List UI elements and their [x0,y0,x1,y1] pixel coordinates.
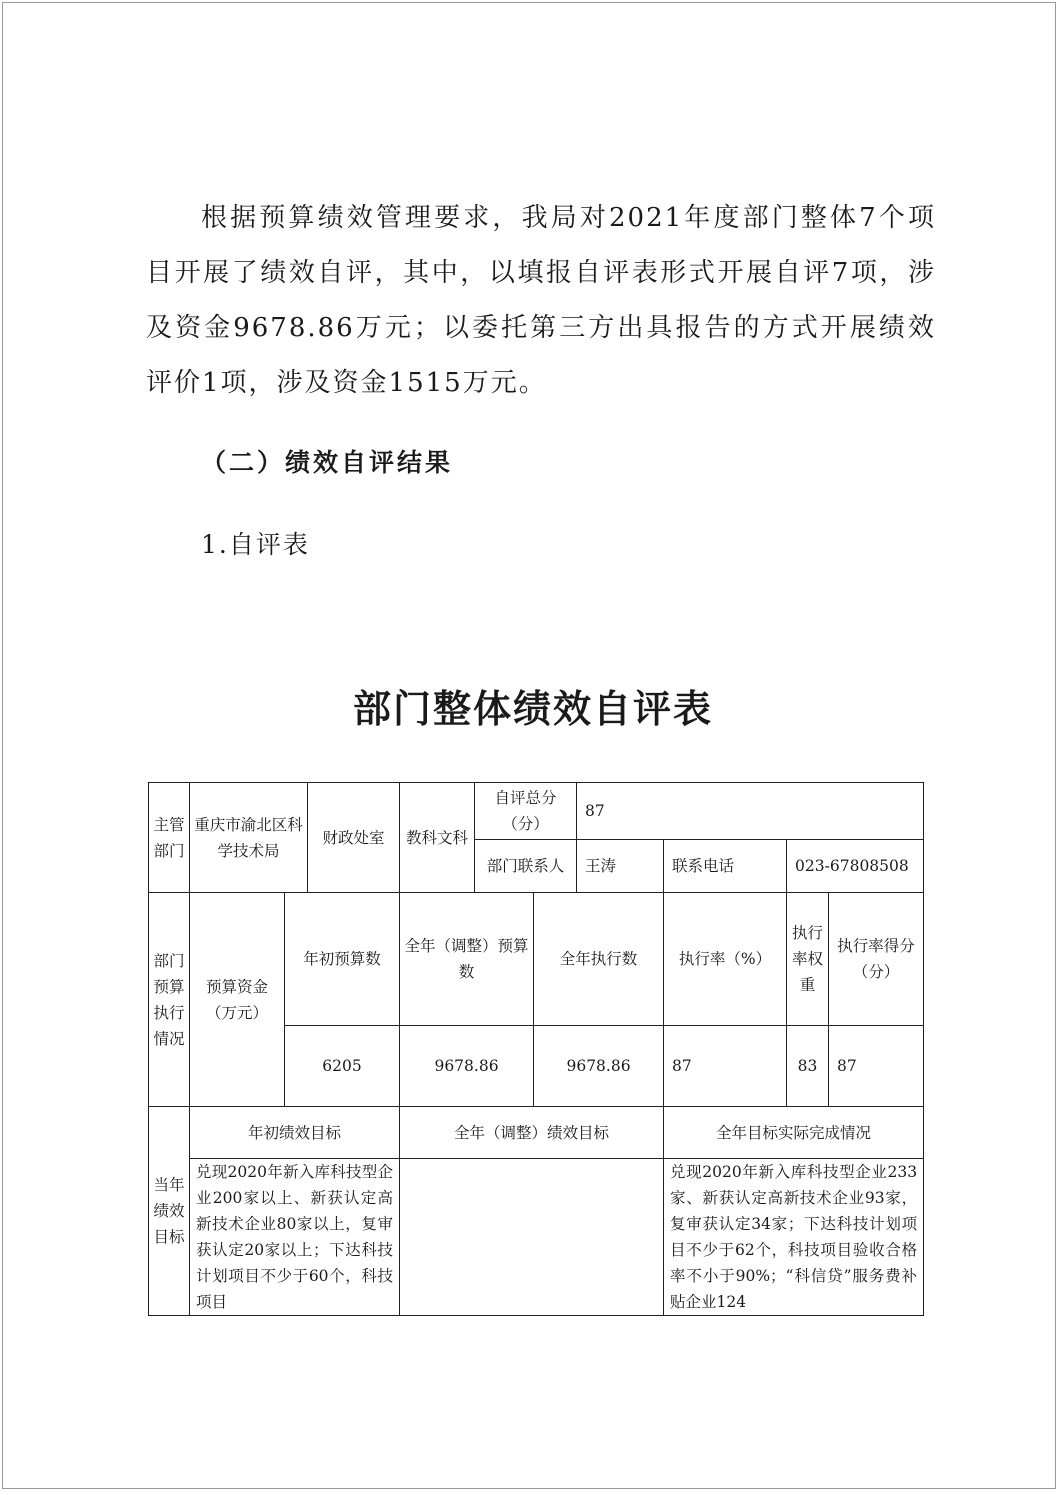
phone-cell: 023-67808508 [787,840,924,893]
document-page [2,2,1056,1489]
office-label-cell: 财政处室 [308,783,400,893]
section-heading: （二）绩效自评结果 [201,448,454,477]
budget-section-label-cell: 部门预算执行情况 [149,893,190,1107]
contact-label-cell: 部门联系人 [475,840,577,893]
dept-label-cell: 主管部门 [149,783,190,893]
subsection-heading: 1.自评表 [201,530,310,559]
col-adjusted-goal-header: 全年（调整）绩效目标 [400,1107,664,1159]
dept-name-cell: 重庆市渝北区科学技术局 [190,783,308,893]
office-name-cell: 教科文科 [400,783,475,893]
actual-text-cell: 兑现2020年新入库科技型企业233家、新获认定高新技术企业93家，复审获认定34家；下达科技计划项目不少于62个，科技项目验收合格率不小于90%；“科信贷”服务费补贴企业124 [664,1159,924,1316]
table-row [149,783,924,840]
self-evaluation-table [148,782,924,1316]
total-score-cell: 87 [577,783,924,840]
rate-score-cell: 87 [829,1026,924,1107]
col-initial-goal-header: 年初绩效目标 [190,1107,400,1159]
budget-funds-label-cell: 预算资金（万元） [190,893,285,1107]
execution-cell: 9678.86 [534,1026,664,1107]
initial-budget-cell: 6205 [285,1026,400,1107]
col-initial-budget-header: 年初预算数 [285,893,400,1026]
intro-paragraph: 根据预算绩效管理要求，我局对2021年度部门整体7个项目开展了绩效自评，其中，以填报自评表形式开展自评7项，涉及资金9678.86万元；以委托第三方出具报告的方式开展绩效评价1项，涉及资金1515万元。 [146,203,936,398]
table-row [149,893,924,1026]
col-adjusted-budget-header: 全年（调整）预算数 [400,893,534,1026]
contact-name-cell: 王涛 [577,840,664,893]
adjusted-goal-text-cell [400,1159,664,1316]
form-title: 部门整体绩效自评表 [352,687,713,731]
col-execution-header: 全年执行数 [534,893,664,1026]
total-score-label-cell: 自评总分（分） [475,783,577,840]
col-rate-score-header: 执行率得分（分） [829,893,924,1026]
rate-cell: 87 [664,1026,787,1107]
adjusted-budget-cell: 9678.86 [400,1026,534,1107]
phone-label-cell: 联系电话 [664,840,787,893]
col-rate-header: 执行率（%） [664,893,787,1026]
table-row [149,1159,924,1316]
initial-goal-text-cell: 兑现2020年新入库科技型企业200家以上、新获认定高新技术企业80家以上，复审获认定20家以上；下达科技计划项目不少于60个，科技项目 [190,1159,400,1316]
col-actual-header: 全年目标实际完成情况 [664,1107,924,1159]
table-row [149,1107,924,1159]
col-weight-header: 执行率权重 [787,893,829,1026]
weight-cell: 83 [787,1026,829,1107]
goals-section-label-cell: 当年绩效目标 [149,1107,190,1316]
